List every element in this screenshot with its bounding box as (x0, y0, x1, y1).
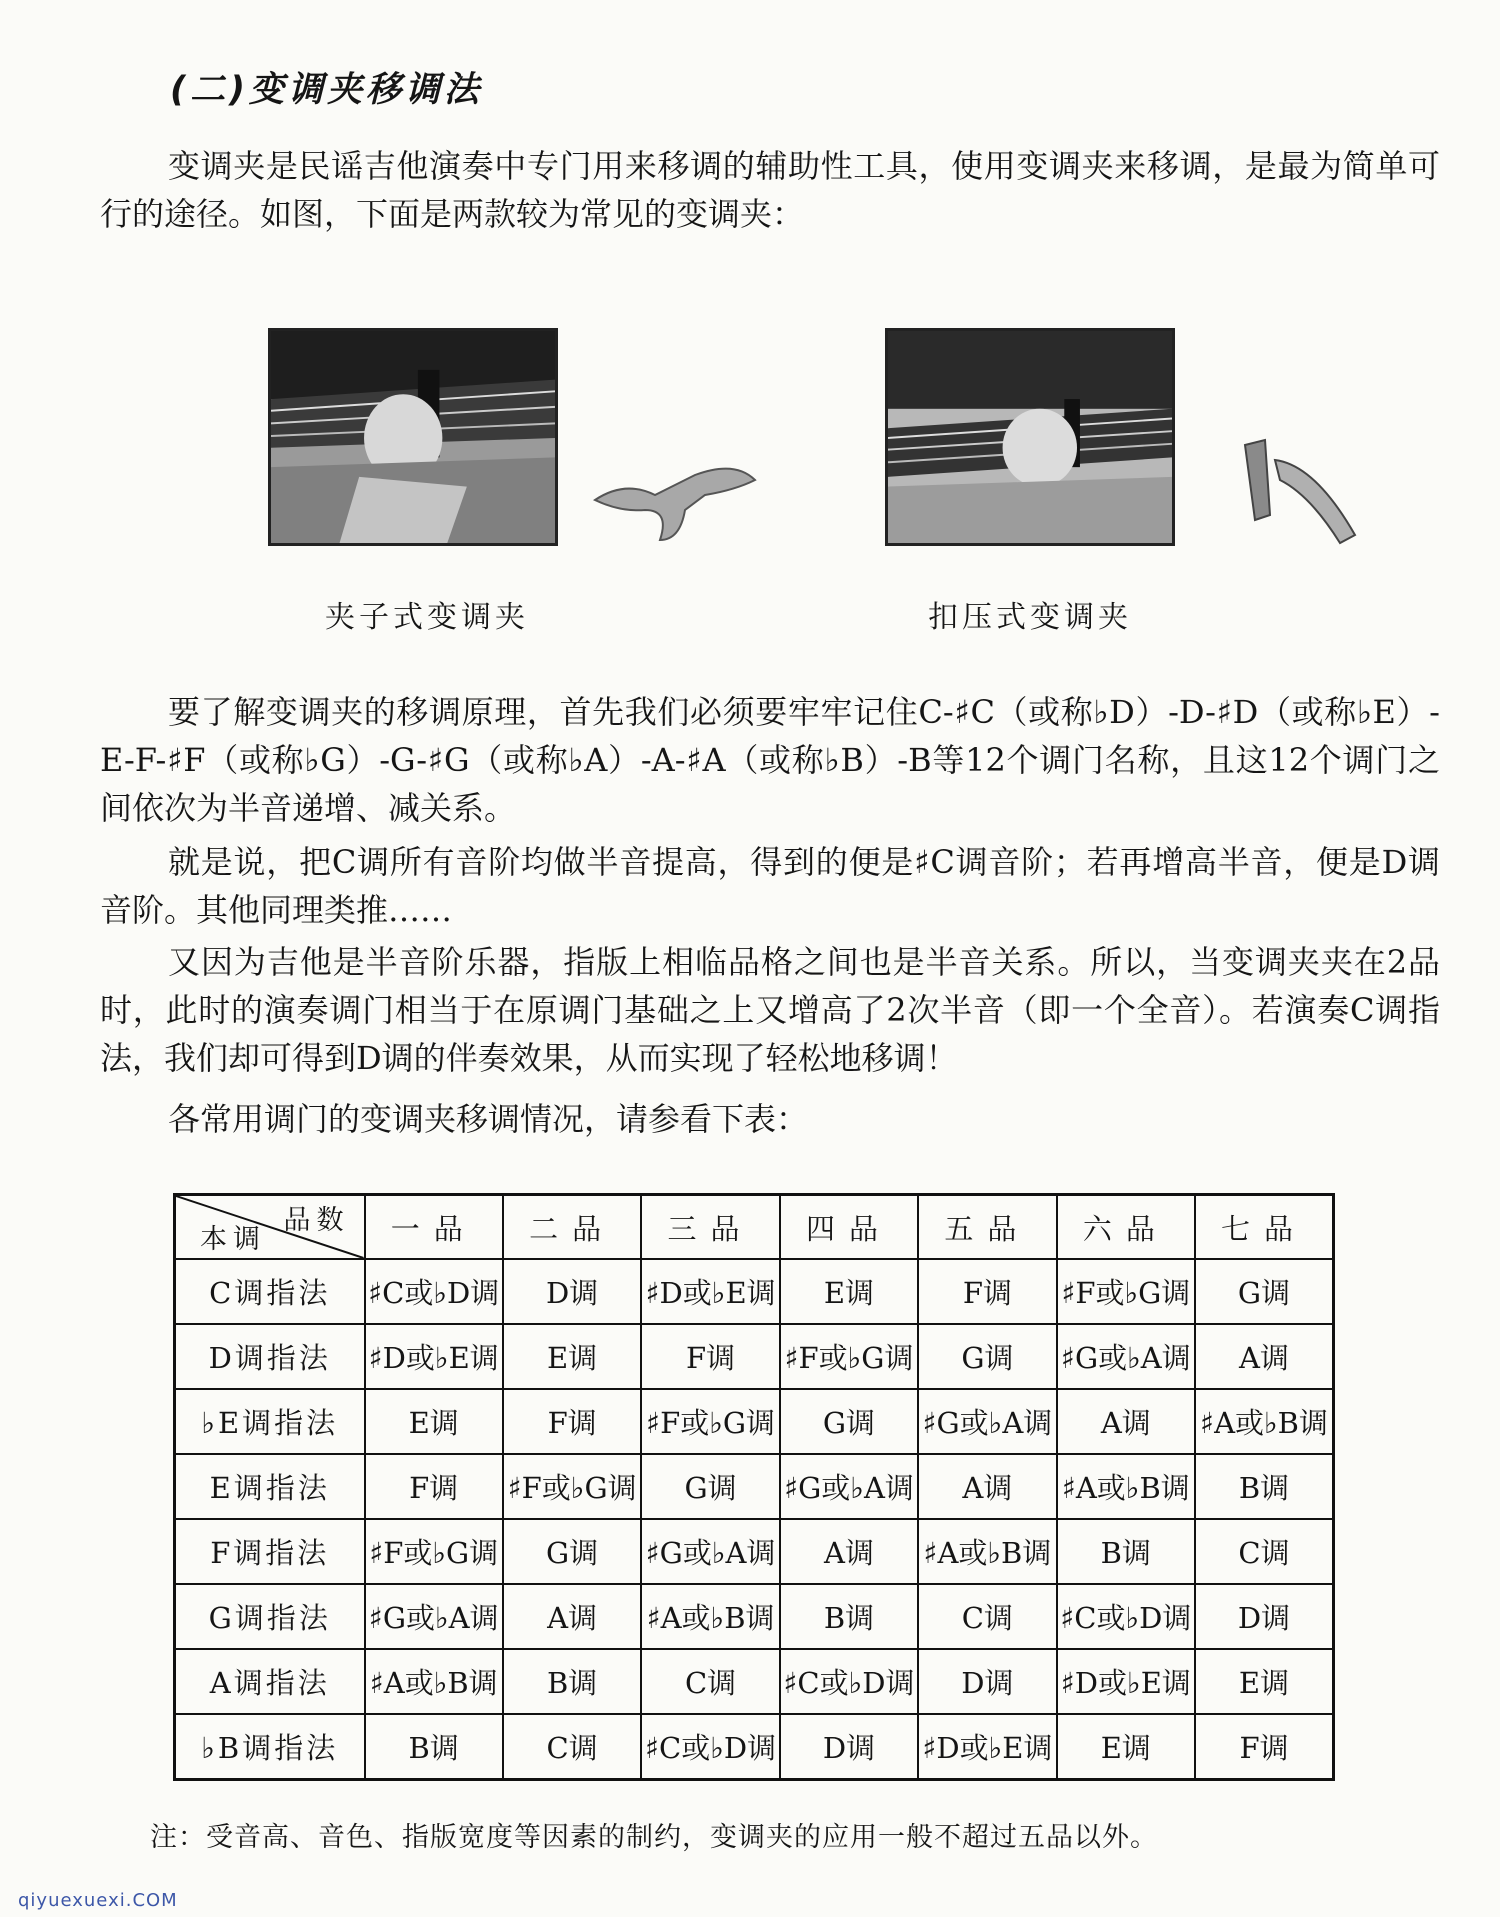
table-cell: B调 (503, 1649, 641, 1714)
column-header: 二品 (503, 1195, 641, 1260)
table-cell: G调 (641, 1454, 779, 1519)
intro-paragraph: 变调夹是民谣吉他演奏中专门用来移调的辅助性工具，使用变调夹来移调，是最为简单可行的途径。如图，下面是两款较为常见的变调夹： (100, 147, 1440, 233)
table-row (175, 1259, 1334, 1324)
row-key-cell: E调指法 (175, 1454, 365, 1519)
table-cell: ♯A或♭B调 (1057, 1454, 1195, 1519)
row-key-cell: F调指法 (175, 1519, 365, 1584)
table-cell: F调 (641, 1324, 779, 1389)
table-cell: ♯D或♭E调 (1057, 1649, 1195, 1714)
corner-key-label: 本调 (200, 1224, 266, 1255)
table-cell: D调 (1195, 1584, 1333, 1649)
table-header-row (175, 1195, 1334, 1260)
column-header: 三品 (641, 1195, 779, 1260)
column-header: 六品 (1057, 1195, 1195, 1260)
table-row (175, 1324, 1334, 1389)
table-cell: ♯C或♭D调 (780, 1649, 918, 1714)
table-cell: E调 (1195, 1649, 1333, 1714)
table-intro-paragraph: 各常用调门的变调夹移调情况，请参看下表： (168, 1100, 809, 1138)
table-cell: F调 (1195, 1714, 1333, 1780)
table-cell: ♯F或♭G调 (365, 1519, 503, 1584)
row-key-cell: A调指法 (175, 1649, 365, 1714)
table-cell: B调 (780, 1584, 918, 1649)
table-row (175, 1389, 1334, 1454)
press-capo-caption: 扣压式变调夹 (928, 600, 1132, 635)
table-cell: ♯F或♭G调 (780, 1324, 918, 1389)
site-watermark: qiyuexuexi.COM (18, 1890, 178, 1911)
table-cell: ♯F或♭G调 (1057, 1259, 1195, 1324)
column-header: 一品 (365, 1195, 503, 1260)
table-cell: D调 (918, 1649, 1056, 1714)
table-cell: ♯A或♭B调 (918, 1519, 1056, 1584)
table-cell: ♯G或♭A调 (641, 1519, 779, 1584)
table-cell: ♯A或♭B调 (1195, 1389, 1333, 1454)
table-cell: B调 (365, 1714, 503, 1780)
column-header: 五品 (918, 1195, 1056, 1260)
table-row (175, 1519, 1334, 1584)
table-cell: ♯F或♭G调 (641, 1389, 779, 1454)
table-cell: ♯D或♭E调 (365, 1324, 503, 1389)
clip-capo-caption: 夹子式变调夹 (325, 600, 529, 635)
table-cell: ♯D或♭E调 (641, 1259, 779, 1324)
table-cell: ♯G或♭A调 (780, 1454, 918, 1519)
clip-capo-photo (268, 328, 558, 546)
table-cell: ♯F或♭G调 (503, 1454, 641, 1519)
table-cell: C调 (641, 1649, 779, 1714)
principle-paragraph: 要了解变调夹的移调原理，首先我们必须要牢牢记住C-♯C（或称♭D）-D-♯D（或称♭E）-E-F-♯F（或称♭G）-G-♯G（或称♭A）-A-♯A（或称♭B）-B等12个调门名称，且这12个调门之间依次为半音递增、减关系。 (100, 693, 1440, 827)
table-row (175, 1584, 1334, 1649)
table-cell: G调 (918, 1324, 1056, 1389)
table-cell: ♯D或♭E调 (918, 1714, 1056, 1780)
table-cell: ♯G或♭A调 (918, 1389, 1056, 1454)
table-row (175, 1714, 1334, 1780)
section-heading: (二)变调夹移调法 (170, 70, 483, 110)
row-key-cell: C调指法 (175, 1259, 365, 1324)
table-cell: ♯A或♭B调 (365, 1649, 503, 1714)
table-cell: ♯G或♭A调 (1057, 1324, 1195, 1389)
table-cell: C调 (503, 1714, 641, 1780)
table-cell: F调 (918, 1259, 1056, 1324)
table-cell: ♯G或♭A调 (365, 1584, 503, 1649)
table-cell: B调 (1195, 1454, 1333, 1519)
table-cell: D调 (780, 1714, 918, 1780)
table-cell: D调 (503, 1259, 641, 1324)
table-cell: G调 (503, 1519, 641, 1584)
table-cell: C调 (1195, 1519, 1333, 1584)
table-cell: B调 (1057, 1519, 1195, 1584)
table-cell: F调 (503, 1389, 641, 1454)
table-corner-cell (175, 1195, 365, 1260)
capo-transpose-table (173, 1193, 1335, 1781)
table-cell: ♯C或♭D调 (1057, 1584, 1195, 1649)
table-cell: ♯A或♭B调 (641, 1584, 779, 1649)
table-cell: A调 (1057, 1389, 1195, 1454)
row-key-cell: D调指法 (175, 1324, 365, 1389)
table-cell: A调 (780, 1519, 918, 1584)
corner-fret-label: 品数 (283, 1205, 350, 1236)
table-cell: A调 (1195, 1324, 1333, 1389)
row-key-cell: ♭B调指法 (175, 1714, 365, 1780)
column-header: 四品 (780, 1195, 918, 1260)
press-capo-photo (885, 328, 1175, 546)
row-key-cell: G调指法 (175, 1584, 365, 1649)
table-cell: ♯C或♭D调 (365, 1259, 503, 1324)
table-cell: E调 (365, 1389, 503, 1454)
table-cell: G调 (1195, 1259, 1333, 1324)
clip-capo-icon (585, 440, 765, 545)
example-paragraph: 就是说，把C调所有音阶均做半音提高，得到的便是♯C调音阶；若再增高半音，便是D调音阶。其他同理类推…… (100, 843, 1440, 929)
table-cell: E调 (1057, 1714, 1195, 1780)
table-cell: G调 (780, 1389, 918, 1454)
table-row (175, 1454, 1334, 1519)
table-row (175, 1649, 1334, 1714)
column-header: 七品 (1195, 1195, 1333, 1260)
footnote: 注：受音高、音色、指版宽度等因素的制约，变调夹的应用一般不超过五品以外。 (150, 1822, 1158, 1853)
table-cell: C调 (918, 1584, 1056, 1649)
table-cell: ♯C或♭D调 (641, 1714, 779, 1780)
table-cell: A调 (918, 1454, 1056, 1519)
guitar-paragraph: 又因为吉他是半音阶乐器，指版上相临品格之间也是半音关系。所以，当变调夹夹在2品时，此时的演奏调门相当于在原调门基础之上又增高了2次半音（即一个全音）。若演奏C调指法，我们却可得到D调的伴奏效果，从而实现了轻松地移调！ (100, 943, 1440, 1077)
press-capo-icon (1225, 425, 1370, 555)
table-cell: F调 (365, 1454, 503, 1519)
row-key-cell: ♭E调指法 (175, 1389, 365, 1454)
table-cell: A调 (503, 1584, 641, 1649)
table-cell: E调 (503, 1324, 641, 1389)
table-cell: E调 (780, 1259, 918, 1324)
